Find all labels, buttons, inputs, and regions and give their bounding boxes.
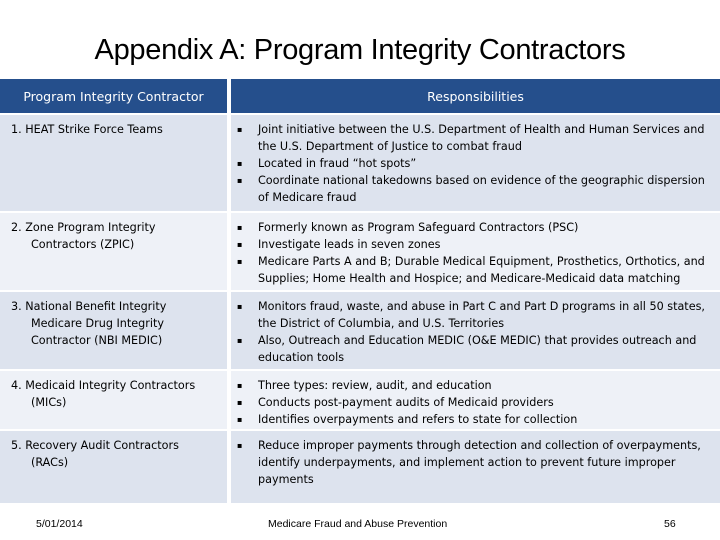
responsibility-item: ▪ Medicare Parts A and B; Durable Medical Equipment, Prosthetics, Orthotics, and Supplies; Home Health and Hospice; and Medicare-Medicaid data matching	[237, 255, 705, 285]
responsibility-item: ▪ Also, Outreach and Education MEDIC (O&E MEDIC) that provides outreach and education tools	[237, 334, 697, 364]
bullet-icon: ▪	[237, 125, 243, 134]
contractor-name-cont: (MICs)	[31, 396, 67, 409]
contractor-name-cont: Contractors (ZPIC)	[31, 238, 135, 251]
contractor-name: 2. Zone Program Integrity	[11, 221, 156, 234]
bullet-icon: ▪	[237, 415, 243, 424]
responsibility-item: ▪ Identifies overpayments and refers to state for collection	[237, 413, 578, 426]
responsibility-item: ▪ Conducts post-payment audits of Medicaid providers	[237, 396, 554, 409]
bullet-icon: ▪	[237, 223, 243, 232]
responsibilities-cell	[231, 431, 720, 503]
bullet-icon: ▪	[237, 336, 243, 345]
responsibility-item: ▪ Reduce improper payments through detection and collection of overpayments, identify underpayments, and implement action to prevent future improper payments	[237, 439, 701, 486]
bullet-icon: ▪	[237, 159, 243, 168]
contractor-name-cont: Medicare Drug Integrity Contractor (NBI MEDIC)	[31, 317, 164, 347]
contractor-cell	[0, 115, 227, 211]
contractor-name: 5. Recovery Audit Contractors	[11, 439, 179, 452]
contractor-cell	[0, 292, 227, 369]
column-header-responsibilities: Responsibilities	[231, 79, 720, 113]
contractor-name: 4. Medicaid Integrity Contractors	[11, 379, 196, 392]
responsibility-item: ▪ Coordinate national takedowns based on evidence of the geographic dispersion of Medicare fraud	[237, 174, 705, 204]
contractor-name-cont: (RACs)	[31, 456, 69, 469]
responsibility-item: ▪ Three types: review, audit, and education	[237, 379, 492, 392]
column-header-contractor: Program Integrity Contractor	[0, 79, 227, 113]
responsibility-item: ▪ Investigate leads in seven zones	[237, 238, 441, 251]
contractor-cell	[0, 213, 227, 290]
bullet-icon: ▪	[237, 381, 243, 390]
page-title: Appendix A: Program Integrity Contractors	[94, 34, 626, 66]
responsibilities-cell	[231, 371, 720, 429]
bullet-icon: ▪	[237, 257, 243, 266]
contractor-cell	[0, 371, 227, 429]
page-number: 56	[664, 518, 676, 530]
responsibility-item: ▪ Formerly known as Program Safeguard Contractors (PSC)	[237, 221, 579, 234]
responsibilities-cell	[231, 115, 720, 211]
bullet-icon: ▪	[237, 302, 243, 311]
bullet-icon: ▪	[237, 240, 243, 249]
contractor-cell	[0, 431, 227, 503]
table-row	[0, 431, 720, 503]
responsibilities-cell	[231, 213, 720, 290]
responsibility-item: ▪ Monitors fraud, waste, and abuse in Part C and Part D programs in all 50 states, the District of Columbia, and U.S. Territories	[237, 300, 705, 330]
table-row	[0, 371, 720, 429]
table-row	[0, 115, 720, 211]
table-row	[0, 213, 720, 290]
bullet-icon: ▪	[237, 441, 243, 450]
responsibility-item: ▪ Joint initiative between the U.S. Department of Health and Human Services and the U.S. Department of Justice to combat fraud	[237, 123, 705, 153]
bullet-icon: ▪	[237, 398, 243, 407]
bullet-icon: ▪	[237, 176, 243, 185]
contractor-name: 3. National Benefit Integrity	[11, 300, 167, 313]
table-row	[0, 292, 720, 369]
footer-title: Medicare Fraud and Abuse Prevention	[268, 518, 448, 530]
contractor-name: 1. HEAT Strike Force Teams	[11, 123, 163, 136]
responsibilities-cell	[231, 292, 720, 369]
footer-date: 5/01/2014	[36, 518, 83, 530]
responsibility-item: ▪ Located in fraud “hot spots”	[237, 157, 417, 170]
